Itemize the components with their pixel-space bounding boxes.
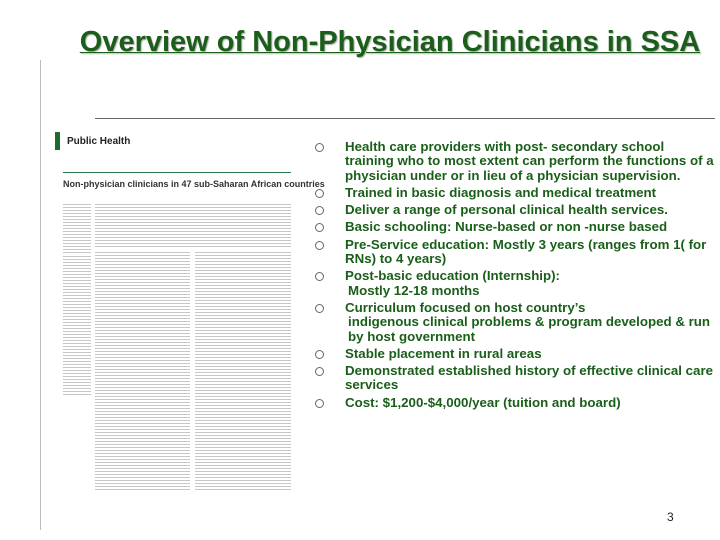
article-abstract-text bbox=[95, 204, 291, 248]
bullet-item bbox=[340, 220, 715, 234]
bullet-list bbox=[340, 140, 715, 413]
bullet-item bbox=[340, 186, 715, 200]
bullet-text: Stable placement in rural areas bbox=[345, 345, 542, 361]
bullet-item bbox=[340, 301, 715, 315]
bullet-text: Post-basic education (Internship): bbox=[345, 268, 560, 284]
article-sidebar-text bbox=[63, 204, 91, 254]
circle-bullet-icon bbox=[315, 241, 324, 250]
bullet-continuation bbox=[340, 315, 715, 344]
bullet-text: Basic schooling: Nurse-based or non -nurse based bbox=[345, 219, 668, 235]
bullet-item bbox=[340, 364, 715, 393]
bullet-text: Pre-Service education: Mostly 3 years (ranges from 1( for RNs) to 4 years) bbox=[345, 236, 707, 267]
bullet-text: Demonstrated established history of effective clinical care services bbox=[345, 363, 714, 393]
article-column-1 bbox=[95, 252, 190, 492]
bullet-text: Curriculum focused on host country’s bbox=[345, 299, 586, 315]
bullet-text: Cost: $1,200-$4,000/year (tuition and board) bbox=[345, 394, 621, 410]
bullet-text: indigenous clinical problems & program developed & run by host government bbox=[348, 314, 711, 344]
article-margin-notes bbox=[63, 256, 91, 396]
article-title: Non-physician clinicians in 47 sub-Saharan African countries bbox=[63, 179, 325, 189]
bullet-item bbox=[340, 203, 715, 217]
bullet-continuation bbox=[340, 284, 715, 298]
bullet-text: Health care providers with post- secondary school training who to most extent can perform the functions of a physician under or in lieu of a physician supervision. bbox=[345, 139, 714, 183]
article-thumbnail bbox=[55, 132, 330, 492]
circle-bullet-icon bbox=[315, 143, 324, 152]
bullet-text: Mostly 12-18 months bbox=[348, 282, 480, 298]
circle-bullet-icon bbox=[315, 399, 324, 408]
page-number: 3 bbox=[667, 510, 674, 524]
journal-brand: Public Health bbox=[67, 136, 131, 147]
circle-bullet-icon bbox=[315, 189, 324, 198]
bullet-item bbox=[340, 238, 715, 267]
journal-logo-bar bbox=[55, 132, 60, 150]
bullet-item bbox=[340, 396, 715, 410]
bullet-text: Trained in basic diagnosis and medical treatment bbox=[345, 184, 657, 200]
bullet-item bbox=[340, 347, 715, 361]
title-divider bbox=[95, 118, 715, 119]
decorative-vertical-line bbox=[40, 60, 41, 530]
article-column-2 bbox=[195, 252, 291, 492]
slide-title: Overview of Non-Physician Clinicians in SSA bbox=[79, 26, 701, 58]
article-rule bbox=[63, 172, 291, 173]
bullet-item bbox=[340, 140, 715, 183]
circle-bullet-icon bbox=[315, 304, 324, 313]
bullet-text: Deliver a range of personal clinical health services. bbox=[345, 202, 668, 218]
circle-bullet-icon bbox=[315, 350, 324, 359]
bullet-item bbox=[340, 269, 715, 283]
